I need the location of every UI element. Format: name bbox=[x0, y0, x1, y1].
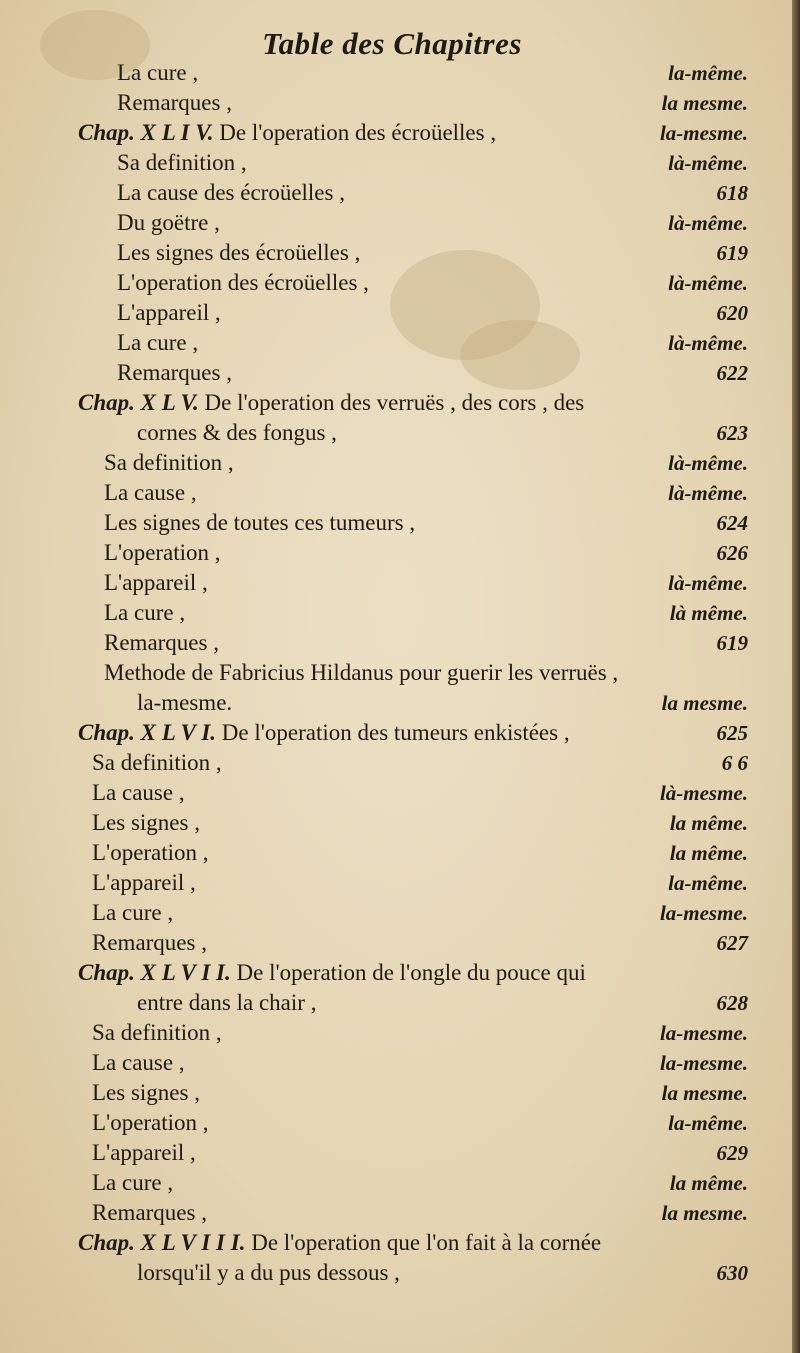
entry-text: La cause , bbox=[104, 480, 197, 505]
entry-text: Methode de Fabricius Hildanus pour guerir les verruës , bbox=[104, 660, 619, 685]
page-reference: la-mesme. bbox=[659, 901, 748, 925]
page-reference: la mesme. bbox=[661, 91, 748, 115]
page-reference: 628 bbox=[716, 991, 748, 1015]
toc-entry bbox=[0, 748, 792, 778]
entry-text: La cure , bbox=[104, 600, 186, 625]
entry-label bbox=[117, 358, 232, 388]
entry-text: Remarques , bbox=[92, 1200, 207, 1225]
entry-label bbox=[117, 178, 345, 208]
page-reference: 619 bbox=[716, 631, 748, 655]
entry-text: cornes & des fongus , bbox=[137, 420, 337, 445]
entry-label bbox=[104, 658, 618, 688]
page-reference: là même. bbox=[669, 601, 748, 625]
toc-entry bbox=[0, 928, 792, 958]
page-reference: là-même. bbox=[668, 451, 748, 475]
entry-text: Sa definition , bbox=[92, 1020, 222, 1045]
page-reference: 630 bbox=[716, 1261, 748, 1285]
entry-text: Sa definition , bbox=[104, 450, 234, 475]
page-reference: 625 bbox=[716, 721, 748, 745]
entry-text: L'appareil , bbox=[92, 870, 196, 895]
toc-entry bbox=[0, 238, 792, 268]
page-reference: la même. bbox=[669, 1171, 748, 1195]
toc-entry bbox=[0, 1138, 792, 1168]
entry-label bbox=[92, 838, 209, 868]
entry-label bbox=[92, 1138, 196, 1168]
entry-label bbox=[92, 748, 222, 778]
entry-label bbox=[92, 778, 185, 808]
chapter-entry bbox=[0, 118, 792, 148]
entry-text: De l'operation des écroüelles , bbox=[219, 120, 497, 145]
entry-text: L'operation , bbox=[92, 1110, 209, 1135]
page-edge bbox=[792, 0, 800, 1353]
entry-text: L'appareil , bbox=[92, 1140, 196, 1165]
entry-text: la-mesme. bbox=[137, 690, 233, 715]
entry-label bbox=[92, 1108, 209, 1138]
toc-entry bbox=[0, 988, 792, 1018]
toc-entry bbox=[0, 1168, 792, 1198]
entry-label bbox=[78, 118, 496, 148]
page-reference: 6 6 bbox=[721, 751, 748, 775]
page-reference: la mesme. bbox=[661, 1201, 748, 1225]
entry-text: L'operation des écroüelles , bbox=[117, 270, 369, 295]
toc-entry bbox=[0, 1198, 792, 1228]
page-reference: la même. bbox=[669, 811, 748, 835]
entry-label bbox=[92, 928, 207, 958]
toc-entry bbox=[0, 688, 792, 718]
toc-entry bbox=[0, 868, 792, 898]
entry-text: La cure , bbox=[92, 900, 174, 925]
toc-entry bbox=[0, 508, 792, 538]
toc-entry bbox=[0, 418, 792, 448]
toc-entry bbox=[0, 898, 792, 928]
entry-text: Remarques , bbox=[104, 630, 219, 655]
entry-text: La cause , bbox=[92, 1050, 185, 1075]
toc-entry bbox=[0, 538, 792, 568]
entry-text: De l'operation des verruës , des cors , des bbox=[204, 390, 585, 415]
entry-label bbox=[117, 238, 360, 268]
page-reference: 622 bbox=[716, 361, 748, 385]
entry-label bbox=[117, 58, 198, 88]
entry-label bbox=[137, 418, 337, 448]
entry-label bbox=[117, 328, 198, 358]
chapter-number: Chap. X L V I I. bbox=[78, 960, 231, 985]
entry-label bbox=[92, 1198, 207, 1228]
page-reference: 626 bbox=[716, 541, 748, 565]
entry-text: Sa definition , bbox=[117, 150, 247, 175]
chapter-entry bbox=[0, 388, 792, 418]
chapter-entry bbox=[0, 718, 792, 748]
toc-entry bbox=[0, 1258, 792, 1288]
entry-text: La cure , bbox=[117, 330, 199, 355]
toc-entry bbox=[0, 208, 792, 238]
entry-text: L'operation , bbox=[92, 840, 209, 865]
entry-label bbox=[92, 1078, 200, 1108]
toc-entry bbox=[0, 628, 792, 658]
entry-text: De l'operation de l'ongle du pouce qui bbox=[236, 960, 586, 985]
entry-text: entre dans la chair , bbox=[137, 990, 317, 1015]
entry-label bbox=[78, 388, 584, 418]
entry-label bbox=[104, 628, 219, 658]
page-reference: 629 bbox=[716, 1141, 748, 1165]
entry-text: De l'operation des tumeurs enkistées , bbox=[221, 720, 570, 745]
page-title: Table des Chapitres bbox=[262, 26, 522, 61]
entry-text: Sa definition , bbox=[92, 750, 222, 775]
entry-label bbox=[92, 1168, 173, 1198]
entry-label bbox=[92, 1018, 222, 1048]
entry-text: Remarques , bbox=[117, 360, 232, 385]
entry-text: Les signes , bbox=[92, 810, 200, 835]
page-reference: là-même. bbox=[668, 571, 748, 595]
page-reference: là-même. bbox=[668, 151, 748, 175]
page-reference: la-mesme. bbox=[659, 1051, 748, 1075]
entry-label bbox=[117, 298, 221, 328]
toc-entry bbox=[0, 1108, 792, 1138]
toc-entry bbox=[0, 778, 792, 808]
toc-entry bbox=[0, 328, 792, 358]
entry-label bbox=[78, 958, 586, 988]
entry-text: Remarques , bbox=[117, 90, 232, 115]
toc-entry bbox=[0, 298, 792, 328]
page-reference: la mesme. bbox=[661, 1081, 748, 1105]
page-reference: la-mesme. bbox=[659, 1021, 748, 1045]
page-reference: 619 bbox=[716, 241, 748, 265]
table-of-contents bbox=[0, 58, 792, 1288]
entry-label bbox=[137, 688, 232, 718]
entry-label bbox=[137, 988, 316, 1018]
page-reference: 618 bbox=[716, 181, 748, 205]
entry-text: La cure , bbox=[117, 60, 199, 85]
page-reference: la même. bbox=[669, 841, 748, 865]
chapter-entry bbox=[0, 1228, 792, 1258]
entry-label bbox=[104, 508, 415, 538]
toc-entry bbox=[0, 358, 792, 388]
toc-entry bbox=[0, 1048, 792, 1078]
entry-text: L'appareil , bbox=[104, 570, 208, 595]
entry-label bbox=[117, 268, 369, 298]
page-reference: la-même. bbox=[668, 1111, 748, 1135]
entry-text: De l'operation que l'on fait à la cornée bbox=[251, 1230, 602, 1255]
entry-text: Les signes de toutes ces tumeurs , bbox=[104, 510, 416, 535]
entry-label bbox=[117, 148, 247, 178]
toc-entry bbox=[0, 598, 792, 628]
page-reference: 627 bbox=[716, 931, 748, 955]
toc-entry bbox=[0, 838, 792, 868]
toc-entry bbox=[0, 808, 792, 838]
entry-label bbox=[104, 598, 185, 628]
entry-label bbox=[92, 898, 173, 928]
toc-entry bbox=[0, 658, 792, 688]
entry-text: Les signes , bbox=[92, 1080, 200, 1105]
page-reference: là-même. bbox=[668, 481, 748, 505]
page-reference: là-même. bbox=[668, 331, 748, 355]
entry-text: La cause , bbox=[92, 780, 185, 805]
entry-text: L'operation , bbox=[104, 540, 221, 565]
toc-entry bbox=[0, 178, 792, 208]
entry-label bbox=[117, 88, 232, 118]
toc-entry bbox=[0, 1018, 792, 1048]
page-reference: la-même. bbox=[668, 871, 748, 895]
toc-entry bbox=[0, 478, 792, 508]
toc-entry bbox=[0, 88, 792, 118]
chapter-number: Chap. X L V I I I. bbox=[78, 1230, 246, 1255]
entry-text: lorsqu'il y a du pus dessous , bbox=[137, 1260, 400, 1285]
entry-label bbox=[78, 718, 570, 748]
page-reference: la mesme. bbox=[661, 691, 748, 715]
page-reference: là-même. bbox=[668, 211, 748, 235]
toc-entry bbox=[0, 448, 792, 478]
page-reference: 624 bbox=[716, 511, 748, 535]
page-reference: la-même. bbox=[668, 61, 748, 85]
entry-text: Du goëtre , bbox=[117, 210, 220, 235]
entry-label bbox=[92, 808, 200, 838]
chapter-number: Chap. X L V. bbox=[78, 390, 199, 415]
page-reference: la-mesme. bbox=[659, 121, 748, 145]
page-reference: 620 bbox=[716, 301, 748, 325]
chapter-number: Chap. X L V I. bbox=[78, 720, 217, 745]
entry-label bbox=[117, 208, 220, 238]
entry-label bbox=[92, 1048, 185, 1078]
entry-label bbox=[104, 448, 234, 478]
entry-label bbox=[104, 478, 197, 508]
page-reference: là-mesme. bbox=[659, 781, 748, 805]
toc-entry bbox=[0, 58, 792, 88]
toc-entry bbox=[0, 268, 792, 298]
toc-entry bbox=[0, 1078, 792, 1108]
page-reference: là-même. bbox=[668, 271, 748, 295]
entry-text: La cause des écroüelles , bbox=[117, 180, 345, 205]
entry-text: Remarques , bbox=[92, 930, 207, 955]
toc-entry bbox=[0, 148, 792, 178]
page-reference: 623 bbox=[716, 421, 748, 445]
entry-label bbox=[104, 568, 208, 598]
entry-text: La cure , bbox=[92, 1170, 174, 1195]
entry-text: L'appareil , bbox=[117, 300, 221, 325]
entry-text: Les signes des écroüelles , bbox=[117, 240, 361, 265]
chapter-number: Chap. X L I V. bbox=[78, 120, 214, 145]
toc-entry bbox=[0, 568, 792, 598]
entry-label bbox=[78, 1228, 601, 1258]
entry-label bbox=[104, 538, 221, 568]
chapter-entry bbox=[0, 958, 792, 988]
entry-label bbox=[137, 1258, 400, 1288]
entry-label bbox=[92, 868, 196, 898]
